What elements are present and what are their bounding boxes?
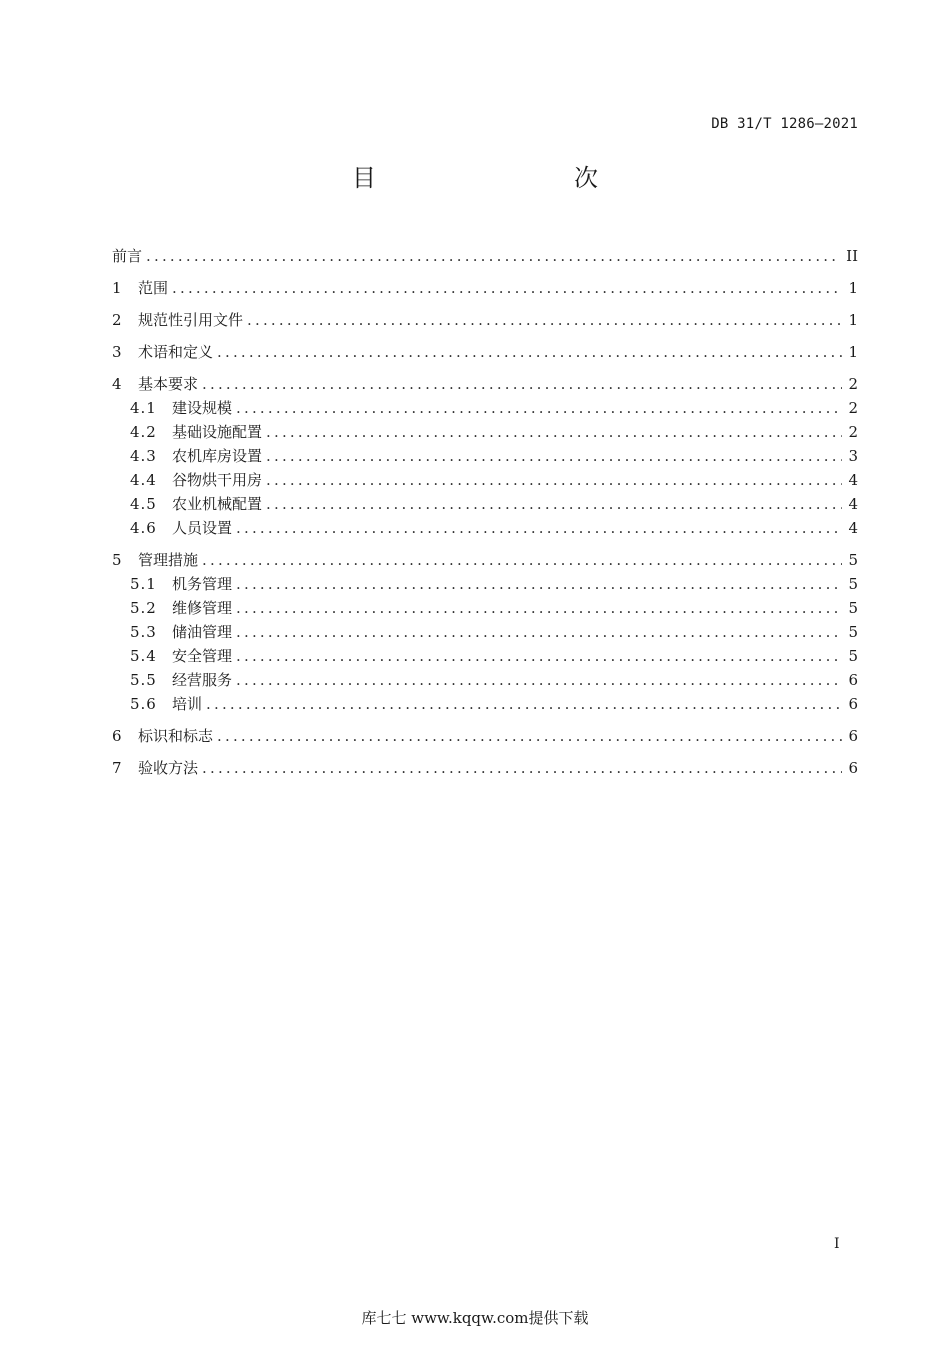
toc-entry-number: 4.6 (130, 519, 157, 537)
toc-entry-number: 5 (112, 551, 122, 569)
toc-subentry (112, 692, 858, 716)
toc-entry-label: 人员设置 (172, 519, 233, 537)
toc-entry-label: 建设规模 (172, 399, 233, 417)
toc-entry-page: 1 (848, 311, 858, 329)
toc-dot-leader (266, 468, 842, 492)
toc-subentry (112, 396, 858, 420)
toc-entry (112, 724, 858, 748)
toc-entry-page: 5 (848, 623, 858, 641)
toc-entry-label: 农业机械配置 (172, 495, 263, 513)
toc-entry-label: 前言 (112, 247, 143, 265)
toc-entry-label: 谷物烘干用房 (172, 471, 263, 489)
toc-subentry (112, 668, 858, 692)
table-of-contents (112, 244, 858, 780)
toc-entry-page: 2 (848, 375, 858, 393)
toc-entry-number: 5.1 (130, 575, 157, 593)
toc-entry-label: 培训 (172, 695, 203, 713)
page-folio: I (834, 1236, 840, 1252)
toc-entry-page: 4 (848, 495, 858, 513)
toc-dot-leader (266, 444, 842, 468)
toc-dot-leader (236, 620, 842, 644)
toc-dot-leader (236, 668, 842, 692)
toc-entry-page: 6 (848, 727, 858, 745)
toc-entry-label: 标识和标志 (138, 727, 214, 745)
toc-dot-leader (236, 596, 842, 620)
toc-entry-label: 机务管理 (172, 575, 233, 593)
toc-subentry (112, 420, 858, 444)
toc-entry-page: 1 (848, 343, 858, 361)
toc-entry-page: 4 (848, 471, 858, 489)
toc-subentry (112, 596, 858, 620)
toc-entry (112, 372, 858, 396)
toc-subentry (112, 468, 858, 492)
toc-entry-number: 6 (112, 727, 122, 745)
toc-entry-number: 5.2 (130, 599, 157, 617)
toc-entry-number: 4.1 (130, 399, 157, 417)
toc-entry-number: 7 (112, 759, 122, 777)
toc-subentry (112, 644, 858, 668)
toc-entry-label: 储油管理 (172, 623, 233, 641)
toc-entry-page: 4 (848, 519, 858, 537)
toc-dot-leader (202, 756, 842, 780)
toc-entry-page: 6 (848, 759, 858, 777)
toc-entry-label: 经营服务 (172, 671, 233, 689)
toc-entry (112, 244, 858, 268)
toc-entry-page: II (846, 247, 858, 265)
toc-subentry (112, 516, 858, 540)
toc-entry-page: 5 (848, 551, 858, 569)
toc-entry-page: 5 (848, 647, 858, 665)
toc-entry-page: 3 (848, 447, 858, 465)
toc-entry (112, 756, 858, 780)
toc-entry-label: 基础设施配置 (172, 423, 263, 441)
toc-entry-label: 范围 (138, 279, 169, 297)
toc-dot-leader (217, 340, 842, 364)
toc-dot-leader (247, 308, 842, 332)
toc-entry-label: 安全管理 (172, 647, 233, 665)
toc-entry-page: 2 (848, 399, 858, 417)
toc-entry-number: 4.3 (130, 447, 157, 465)
toc-entry-page: 6 (848, 695, 858, 713)
toc-subentry (112, 572, 858, 596)
toc-dot-leader (236, 396, 842, 420)
toc-entry-page: 5 (848, 599, 858, 617)
toc-entry-number: 5.6 (130, 695, 157, 713)
toc-subentry (112, 492, 858, 516)
toc-entry-number: 1 (112, 279, 122, 297)
toc-entry-label: 术语和定义 (138, 343, 214, 361)
toc-subentry (112, 620, 858, 644)
standard-code: DB 31/T 1286—2021 (711, 116, 858, 132)
toc-subentry (112, 444, 858, 468)
toc-entry-page: 5 (848, 575, 858, 593)
toc-dot-leader (206, 692, 842, 716)
toc-entry-label: 管理措施 (138, 551, 199, 569)
toc-entry-page: 6 (848, 671, 858, 689)
toc-dot-leader (202, 372, 842, 396)
download-footer: 库七七 www.kqqw.com提供下载 (361, 1309, 589, 1327)
toc-dot-leader (266, 492, 842, 516)
toc-entry-label: 验收方法 (138, 759, 199, 777)
toc-dot-leader (217, 724, 842, 748)
toc-entry-number: 4.2 (130, 423, 157, 441)
toc-entry-label: 规范性引用文件 (138, 311, 244, 329)
toc-dot-leader (202, 548, 842, 572)
toc-entry-number: 4.5 (130, 495, 157, 513)
toc-dot-leader (146, 244, 840, 268)
toc-entry-number: 5.4 (130, 647, 157, 665)
page-title: 目 次 (352, 164, 648, 192)
toc-entry-number: 4.4 (130, 471, 157, 489)
toc-entry (112, 340, 858, 364)
toc-entry-label: 维修管理 (172, 599, 233, 617)
toc-entry-label: 基本要求 (138, 375, 199, 393)
toc-entry-number: 5.3 (130, 623, 157, 641)
toc-entry-number: 4 (112, 375, 122, 393)
toc-dot-leader (266, 420, 842, 444)
toc-dot-leader (236, 644, 842, 668)
toc-entry (112, 276, 858, 300)
toc-entry-page: 1 (848, 279, 858, 297)
toc-entry-page: 2 (848, 423, 858, 441)
toc-dot-leader (236, 516, 842, 540)
toc-dot-leader (236, 572, 842, 596)
toc-dot-leader (172, 276, 842, 300)
toc-entry (112, 308, 858, 332)
toc-entry-number: 3 (112, 343, 122, 361)
toc-entry-number: 2 (112, 311, 122, 329)
toc-entry-label: 农机库房设置 (172, 447, 263, 465)
toc-entry (112, 548, 858, 572)
toc-entry-number: 5.5 (130, 671, 157, 689)
